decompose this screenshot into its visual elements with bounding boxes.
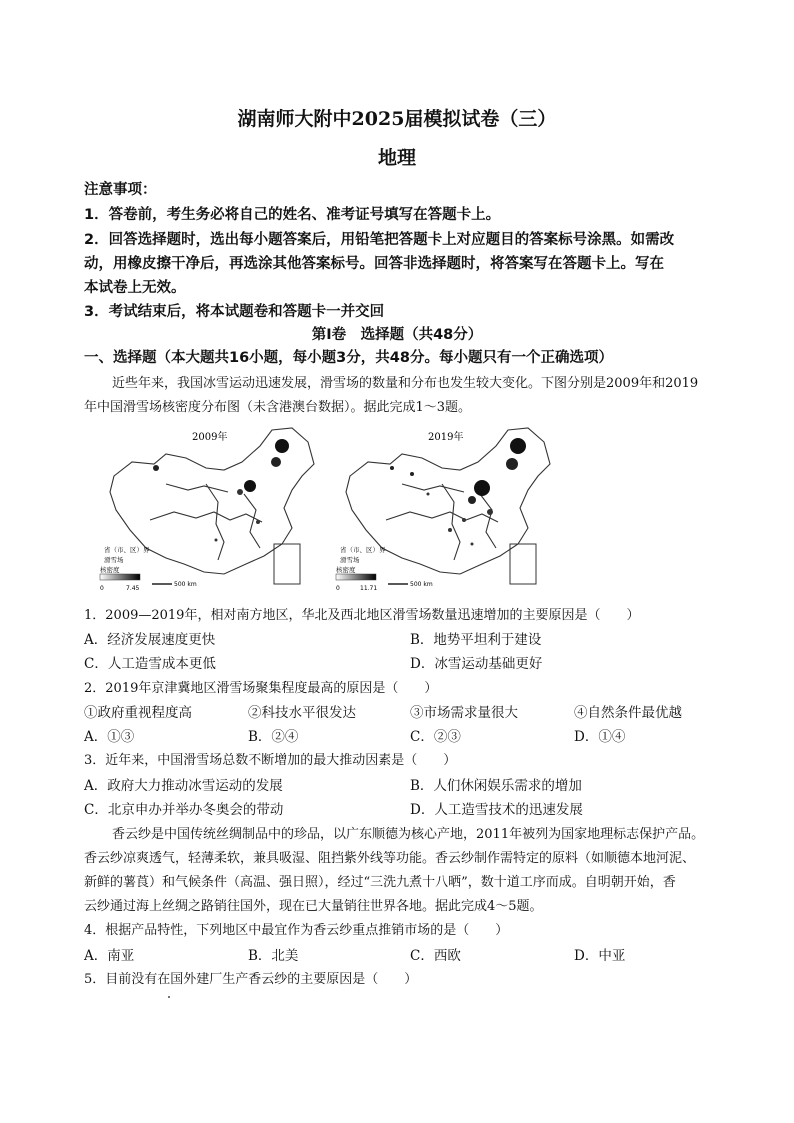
question-stem: 2．2019年京津冀地区滑雪场聚集程度最高的原因是（ ） xyxy=(84,681,438,696)
scale-bar-label: 500 km xyxy=(410,581,433,588)
part-heading: 一、选择题（本大题共16小题，每小题3分，共48分。每小题只有一个正确选项） xyxy=(84,350,613,366)
passage-line: 近些年来，我国冰雪运动迅速发展，滑雪场的数量和分布也发生较大变化。下图分别是2009年和2019 xyxy=(112,376,699,391)
note-line: 动，用橡皮擦干净后，再选涂其他答案标号。回答非选择题时，将答案写在答题卡上。写在 xyxy=(84,256,664,272)
subject-title: 地理 xyxy=(377,147,416,169)
option-d: D．①④ xyxy=(574,729,626,745)
legend-density: 核密度 xyxy=(100,566,120,574)
option-d: D．中亚 xyxy=(574,948,626,964)
south-sea-inset xyxy=(510,544,536,584)
density-spot xyxy=(275,439,289,453)
ski-resort-dot xyxy=(462,518,466,522)
map-year-label: 2009年 xyxy=(192,432,228,443)
ski-resort-dot xyxy=(390,466,394,470)
option-c: C．西欧 xyxy=(410,948,461,964)
note-line: 2．回答选择题时，选出每小题答案后，用铅笔把答题卡上对应题目的答案标号涂黑。如需改 xyxy=(84,232,675,248)
density-spot xyxy=(237,489,243,495)
option-c: C．②③ xyxy=(410,729,461,745)
statement: ③市场需求量很大 xyxy=(410,705,518,721)
passage-line: 年中国滑雪场核密度分布图（未含港澳台数据）。据此完成1～3题。 xyxy=(84,400,472,415)
density-spot xyxy=(271,457,281,467)
question-stem: 1．2009—2019年，相对南方地区，华北及西北地区滑雪场数量迅速增加的主要原因是（ ） xyxy=(84,608,640,623)
passage-line: 香云纱是中国传统丝绸制品中的珍品，以广东顺德为核心产地，2011年被列为国家地理标志保护产品。 xyxy=(112,827,705,842)
option-a: A．南亚 xyxy=(84,948,135,964)
scale-min: 0 xyxy=(100,585,104,592)
density-spot xyxy=(256,520,260,524)
density-spot xyxy=(244,480,256,492)
exam-title: 湖南师大附中2025届模拟试卷（三） xyxy=(237,108,557,130)
option-b: B．人们休闲娱乐需求的增加 xyxy=(410,778,582,794)
density-scale xyxy=(100,574,140,580)
statement: ②科技水平很发达 xyxy=(248,705,356,721)
legend-boundary: 省（市、区）界 xyxy=(340,546,386,554)
scale-min: 0 xyxy=(336,585,340,592)
option-b: B．②④ xyxy=(248,729,299,745)
question-stem: 4．根据产品特性，下列地区中最宜作为香云纱重点推销市场的是（ ） xyxy=(84,923,509,938)
statement: ①政府重视程度高 xyxy=(84,705,192,721)
map-year-label: 2019年 xyxy=(428,432,464,443)
density-spot xyxy=(506,458,518,470)
option-d: D．人工造雪技术的迅速发展 xyxy=(410,802,583,818)
option-b: B．地势平坦利于建设 xyxy=(410,632,542,648)
passage-line: 新鲜的薯莨）和气候条件（高温、强日照），经过“三洗九煮十八晒”，数十道工序而成。自明朝开始，香 xyxy=(84,875,676,890)
stray-dot xyxy=(168,996,170,998)
density-scale xyxy=(336,574,376,580)
option-d: D．冰雪运动基础更好 xyxy=(410,656,543,672)
passage-line: 香云纱凉爽透气，轻薄柔软，兼具吸湿、阻挡紫外线等功能。香云纱制作需特定的原料（如顺德本地河泥、 xyxy=(84,851,696,866)
question-stem: 3．近年来，中国滑雪场总数不断增加的最大推动因素是（ ） xyxy=(84,753,457,768)
density-spot xyxy=(474,480,490,496)
density-spot xyxy=(510,438,526,454)
map-2019 xyxy=(332,424,560,596)
option-a: A．经济发展速度更快 xyxy=(84,632,216,648)
legend-ski: 滑雪场 xyxy=(340,556,360,564)
note-line: 3．考试结束后，将本试题卷和答题卡一并交回 xyxy=(84,304,385,320)
south-sea-inset xyxy=(274,544,300,584)
map-2009 xyxy=(96,424,324,596)
ski-resort-dot xyxy=(448,528,452,532)
option-b: B．北美 xyxy=(248,948,299,964)
scale-bar-label: 500 km xyxy=(174,581,197,588)
ski-resort-dot xyxy=(215,539,218,542)
note-line: 本试卷上无效。 xyxy=(84,280,186,296)
legend-ski: 滑雪场 xyxy=(104,556,124,564)
density-spot xyxy=(153,465,159,471)
density-spot xyxy=(468,496,476,504)
legend-density: 核密度 xyxy=(336,566,356,574)
option-a: A．①③ xyxy=(84,729,135,745)
scale-max: 7.45 xyxy=(126,585,140,592)
option-a: A．政府大力推动冰雪运动的发展 xyxy=(84,778,283,794)
question-stem: 5．目前没有在国外建厂生产香云纱的主要原因是（ ） xyxy=(84,972,418,987)
passage-line: 云纱通过海上丝绸之路销往国外，现在已大量销往世界各地。据此完成4～5题。 xyxy=(84,899,543,914)
ski-resort-dot xyxy=(427,493,430,496)
note-line: 1．答卷前，考生务必将自己的姓名、准考证号填写在答题卡上。 xyxy=(84,207,501,223)
statement: ④自然条件最优越 xyxy=(574,705,682,721)
volume-heading: 第Ⅰ卷 选择题（共48分） xyxy=(311,327,483,343)
option-c: C．北京申办并举办冬奥会的带动 xyxy=(84,802,284,818)
scale-max: 11.71 xyxy=(360,585,378,592)
option-c: C．人工造雪成本更低 xyxy=(84,656,216,672)
density-spot xyxy=(487,509,493,515)
ski-resort-dot xyxy=(410,472,414,476)
notes-heading: 注意事项： xyxy=(84,182,157,198)
ski-resort-dot xyxy=(471,543,474,546)
legend-boundary: 省（市、区）界 xyxy=(104,546,150,554)
